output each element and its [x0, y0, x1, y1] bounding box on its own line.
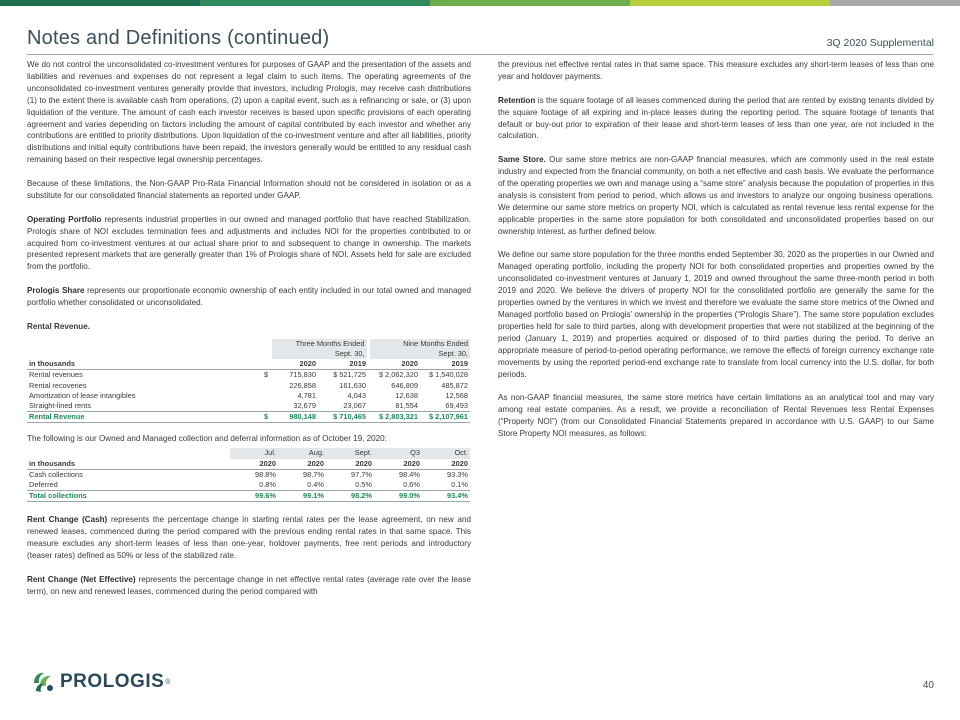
- prologis-logo: [30, 669, 170, 695]
- unit-label: in thousands: [27, 459, 230, 470]
- prologis-share-text: represents our proportionate economic ownership of each entity included in our total owned and managed portfolio whether consolidated or unconsolidated.: [27, 286, 471, 308]
- table-row: [27, 401, 470, 412]
- paragraph-limitations: Because of these limitations, the Non-GAAP Pro-Rata Financial Information should not be considered in isolation or as a substitute for our consolidated financial statements as reported under GAAP.: [27, 179, 471, 200]
- paragraph-operating-portfolio: [27, 214, 471, 274]
- cell-value: 32,679: [293, 401, 316, 410]
- logo-registered-mark: ®: [165, 678, 171, 686]
- cell-value: 0.1%: [451, 479, 468, 489]
- top-bar-segment: [0, 0, 200, 6]
- cell-value: $ 2,062,320: [378, 370, 418, 380]
- cell-value: 715,830: [289, 370, 316, 380]
- table-row: [27, 469, 470, 480]
- paragraph-rent-change-net: [27, 574, 471, 598]
- paragraph-prologis-share: [27, 285, 471, 309]
- total-value: 98.2%: [326, 491, 374, 502]
- retention-text: is the square footage of all leases commenced during the period that are rented by existing tenants divided by the square footage of all expiring and in-place leases during the reporting period. The square footage of tenants that default or buy-out prior to expiration of their lease and short-term leases of less than one year, are not included in the calculation.: [498, 95, 934, 141]
- cell-value: 4,043: [347, 390, 366, 400]
- total-row: [27, 491, 470, 502]
- paragraph-unconsolidated: We do not control the unconsolidated co-investment ventures for purposes of GAAP and the presentation of the assets and liabilities and revenues and expenses do not represent a legal claim to such items. The operating agreements of the unconsolidated co-investment ventures generally provide that investors, including Prologis, may receive cash distributions (1) to the extent there is available cash from operations, (2) upon a capital event, such as a refinancing or sale, or (3) upon liquidation of the venture. The amount of cash each investor receives is based upon specific provisions of each operating agreement and varies depending on factors including the amount of capital contributed by each investor and whether any contributions are entitled to priority distributions. Upon liquidation of the co-investment venture and after all liabilities, priority distributions and initial equity contributions have been repaid, the investors generally would be entitled to any residual cash remaining based on their respective legal ownership percentages.: [27, 60, 471, 165]
- cell-value: 646,809: [391, 380, 418, 390]
- page-title: Notes and Definitions (continued): [27, 27, 330, 49]
- operating-portfolio-text: represents industrial properties in our owned and managed portfolio that have reached Stabilization. Prologis share of NOI excludes termination fees and adjustments and includes NOI for the properties contributed to or acquired from co-investment ventures at our actual share prior to and subsequent to change in ownership. The markets presented represent markets that are generally greater than 1% of Prologis share of NOI. Assets held for sale are excluded from the portfolio.: [27, 214, 471, 272]
- table-row: [27, 381, 470, 391]
- top-bar-segment: [830, 0, 960, 6]
- top-bar-segment: [200, 0, 430, 6]
- cell-value: $ 521,725: [333, 370, 366, 380]
- cell-value: 97.7%: [351, 469, 372, 479]
- total-value: $ 710,465: [318, 412, 368, 423]
- same-store-text: Our same store metrics are non-GAAP financial measures, which are commonly used in the real estate industry and expected from the financial community, on both a net effective and cash basis. We evaluate the performance of the operating properties we own and manage using a “same store” analysis because the population of properties in this analysis is consistent from period to period, which allows us and investors to analyze our ongoing business operations. We determine our same store metrics on property NOI, which is calculated as rental revenue less rental expense for the applicable properties in the same store population for both consolidated and unconsolidated properties based on our ownership interest, as further defined below.: [498, 155, 934, 236]
- cell-value: 93.3%: [447, 469, 468, 479]
- cell-value: $ 1,540,028: [428, 370, 468, 380]
- year-header: 2020: [368, 359, 420, 370]
- total-value: 99.6%: [230, 491, 278, 502]
- paragraph-same-store: [498, 154, 934, 237]
- unit-label: in thousands: [27, 359, 262, 370]
- cell-value: 98.8%: [255, 469, 276, 479]
- term-retention: Retention: [498, 95, 536, 105]
- cell-value: 161,630: [339, 380, 366, 390]
- row-label: Rental revenues: [29, 370, 83, 380]
- year-header: 2019: [318, 359, 368, 370]
- month-header: Aug.: [278, 448, 326, 458]
- row-label: Straight-lined rents: [29, 401, 92, 410]
- rent-change-net-text: represents the percentage change in net effective rental rates (average rate over the lease term), on new and renewed leases, commenced during the period compared with: [27, 574, 471, 596]
- cell-value: 4,781: [297, 390, 316, 400]
- top-bar-segment: [430, 0, 630, 6]
- title-divider: [27, 54, 933, 55]
- logo-wordmark: PROLOGIS: [60, 671, 165, 692]
- total-value: 99.0%: [374, 491, 422, 502]
- supplemental-label: 3Q 2020 Supplemental: [826, 37, 934, 49]
- table-row: [27, 480, 470, 491]
- cell-value: 0.8%: [259, 479, 276, 489]
- paragraph-same-store-definition: We define our same store population for the three months ended September 30, 2020 as the properties in our Owned and Managed operating portfolio, including the property NOI for both consolidated properties and properties owned by the unconsolidated co-investment ventures at January 1, 2019 and owned throughout the same three-month period in both 2019 and 2020. We believe the drivers of property NOI for the consolidated portfolio are generally the same for the properties owned by the ventures in which we invest and therefore we evaluate the same store metrics of the Owned and Managed portfolio based on Prologis’ ownership in the properties (“Prologis Share”). The same store population excludes properties held for sale to third parties, along with development properties that were not stabilized at the beginning of the period (January 1, 2019) and properties acquired or disposed of to third parties during the period. To derive an appropriate measure of period-to-period operating performance, we remove the effects of foreign currency exchange rate movements by using the reported period-end exchange rate to translate from local currency into the U.S. dollar, for both periods.: [498, 250, 934, 379]
- cell-value: 12,568: [445, 390, 468, 400]
- year-header: 2019: [420, 359, 470, 370]
- month-header: Oct.: [422, 448, 470, 458]
- cell-value: 23,067: [343, 401, 366, 410]
- right-column: [498, 59, 934, 452]
- top-color-bar: [0, 0, 960, 6]
- currency-symbol: $: [262, 412, 272, 423]
- cell-value: 0.4%: [307, 479, 324, 489]
- row-label: Rental recoveries: [29, 380, 87, 390]
- group-header-nine-months: Nine Months Ended: [368, 339, 470, 349]
- term-operating-portfolio: Operating Portfolio: [27, 214, 102, 224]
- term-rent-change-net: Rent Change (Net Effective): [27, 574, 136, 584]
- currency-symbol: [262, 391, 272, 401]
- left-column: [27, 59, 471, 610]
- term-prologis-share: Prologis Share: [27, 286, 85, 296]
- collection-deferral-table: [27, 448, 470, 502]
- term-rent-change-cash: Rent Change (Cash): [27, 515, 108, 525]
- row-label: Deferred: [29, 479, 58, 489]
- total-value: 980,148: [272, 412, 318, 423]
- cell-value: 69,493: [445, 401, 468, 410]
- paragraph-rent-change-cash: [27, 514, 471, 562]
- total-label: Rental Revenue: [27, 412, 262, 423]
- total-value: 99.1%: [278, 491, 326, 502]
- cell-value: 485,872: [441, 380, 468, 390]
- cell-value: 98.4%: [399, 469, 420, 479]
- currency-symbol: $: [264, 370, 269, 380]
- cell-value: 12,638: [395, 390, 418, 400]
- month-header: Jul.: [230, 448, 278, 458]
- rental-revenue-table: [27, 339, 470, 424]
- rental-revenue-heading: Rental Revenue.: [27, 321, 90, 331]
- year-header: 2020: [374, 459, 422, 470]
- total-value: $ 2,803,321: [368, 412, 420, 423]
- total-row: [27, 412, 470, 423]
- year-header: 2020: [230, 459, 278, 470]
- cell-value: 0.5%: [355, 479, 372, 489]
- year-header: 2020: [326, 459, 374, 470]
- total-label: Total collections: [27, 491, 230, 502]
- cell-value: 226,858: [289, 380, 316, 390]
- currency-symbol: [262, 401, 272, 412]
- group-sub-nine-months: Sept. 30,: [368, 349, 470, 359]
- paragraph-deferral-intro: The following is our Owned and Managed collection and deferral information as of October 19, 2020:: [27, 434, 387, 444]
- year-header: 2020: [422, 459, 470, 470]
- page-number: 40: [922, 680, 934, 691]
- cell-value: 0.6%: [403, 479, 420, 489]
- currency-symbol: [262, 381, 272, 391]
- paragraph-net-effective-cont: the previous net effective rental rates in that same space. This measure excludes any short-term leases of less than one year and holdover payments.: [498, 60, 934, 81]
- group-sub-three-months: Sept. 30,: [272, 349, 368, 359]
- term-same-store: Same Store.: [498, 155, 546, 165]
- month-header: Q3: [374, 448, 422, 458]
- paragraph-non-gaap: As non-GAAP financial measures, the same store metrics have certain limitations as an analytical tool and may vary among real estate companies. As a result, we provide a reconciliation of Rental Revenues less Rental Expenses (“Property NOI”) (from our Consolidated Financial Statements prepared in accordance with U.S. GAAP) to our Same Store Property NOI measures, as follows:: [498, 393, 934, 439]
- year-header: 2020: [278, 459, 326, 470]
- cell-value: 98.7%: [303, 469, 324, 479]
- row-label: Cash collections: [29, 469, 83, 479]
- top-bar-segment: [630, 0, 830, 6]
- total-value: 93.4%: [422, 491, 470, 502]
- group-header-three-months: Three Months Ended: [272, 339, 368, 349]
- prologis-logo-mark-icon: [30, 669, 56, 695]
- paragraph-retention: [498, 95, 934, 143]
- year-header: 2020: [272, 359, 318, 370]
- month-header: Sept.: [326, 448, 374, 458]
- table-row: [27, 370, 470, 381]
- table-row: [27, 391, 470, 401]
- cell-value: 81,554: [395, 401, 418, 410]
- rent-change-cash-text: represents the percentage change in starting rental rates per the lease agreement, on new and renewed leases, commenced during the period compared with the previous ending rental rates in that same space. This measure excludes any short-term leases of less than one-year, holdover payments, free rent periods and introductory (teaser rates) defined as 50% or less of the stabilized rate.: [27, 515, 471, 561]
- row-label: Amortization of lease intangibles: [29, 390, 136, 400]
- total-value: $ 2,107,961: [420, 412, 470, 423]
